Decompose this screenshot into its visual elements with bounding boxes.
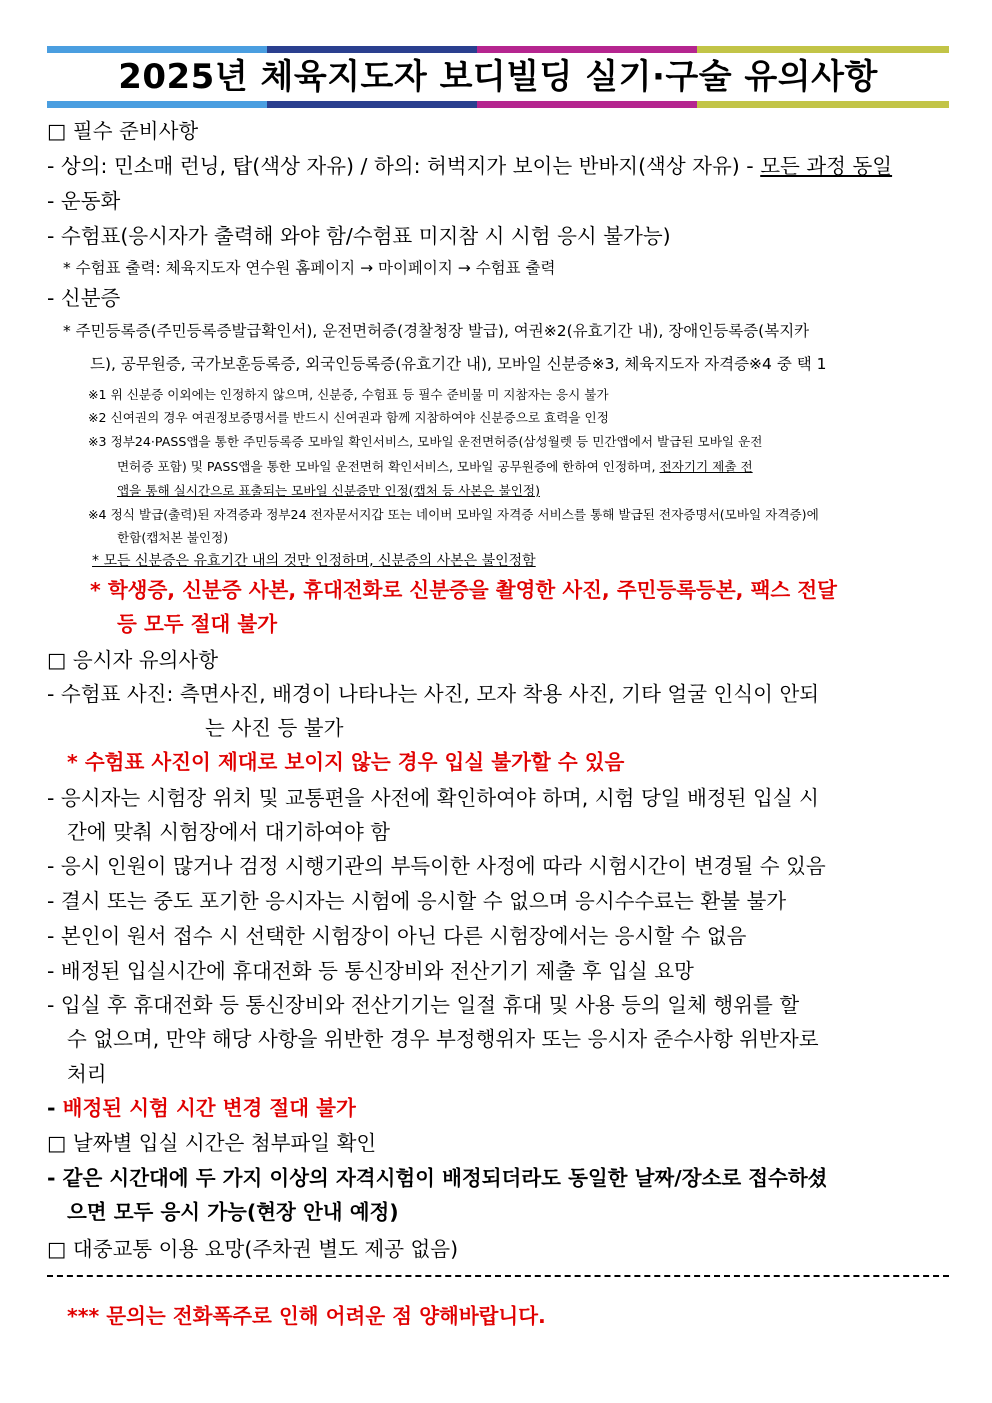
id-note-2: ※2 신여권의 경우 여권정보증명서를 반드시 신여권과 함께 지참하여야 신분증으로 효력을 인정	[88, 410, 609, 425]
id-warning-line-1: * 학생증, 신분증 사본, 휴대전화로 신분증을 촬영한 사진, 주민등록등본, 팩스 전달	[90, 578, 837, 602]
id-note-3-line-3: 앱을 통해 실시간으로 표출되는 모바일 신분증만 인정(캡처 등 사본은 불인정)	[117, 483, 540, 498]
ticket-line: - 수험표(응시자가 출력해 와야 함/수험표 미지참 시 시험 응시 불가능)	[47, 224, 671, 248]
section-heading-entry-times: □ 날짜별 입실 시간은 첨부파일 확인	[47, 1131, 377, 1155]
id-heading: - 신분증	[47, 286, 121, 310]
clothing-note: 모든 과정 동일	[760, 154, 893, 178]
notice-6-line-1: - 입실 후 휴대전화 등 통신장비와 전산기기는 일절 휴대 및 사용 등의 일체 행위를 할	[47, 993, 800, 1017]
multi-exam-line-2: 으면 모두 응시 가능(현장 안내 예정)	[67, 1200, 399, 1224]
notice-3: - 결시 또는 중도 포기한 응시자는 시험에 응시할 수 없으며 응시수수료는 환불 불가	[47, 889, 787, 913]
notice-7-dash: -	[47, 1096, 63, 1120]
multi-exam-line-1: - 같은 시간대에 두 가지 이상의 자격시험이 배정되더라도 동일한 날짜/장소로 접수하셨	[47, 1166, 828, 1190]
notice-5: - 배정된 입실시간에 휴대전화 등 통신장비와 전산기기 제출 후 입실 요망	[47, 959, 694, 983]
id-note-3-text: 면허증 포함) 및 PASS앱을 통한 모바일 운전면허 확인서비스, 모바일 공무원증에 한하여 인정하며,	[117, 459, 660, 474]
id-warning-line-2: 등 모두 절대 불가	[117, 612, 278, 636]
clothing-line	[47, 153, 892, 179]
bar-segment-blue	[47, 101, 267, 108]
id-list-line-2: 드), 공무원증, 국가보훈등록증, 외국인등록증(유효기간 내), 모바일 신분증※3, 체육지도자 자격증※4 중 택 1	[90, 355, 827, 373]
ticket-print-note: * 수험표 출력: 체육지도자 연수원 홈페이지 → 마이페이지 → 수험표 출력	[63, 259, 556, 277]
bar-segment-navy	[267, 101, 477, 108]
valid-id-note: * 모든 신분증은 유효기간 내의 것만 인정하며, 신분증의 사본은 불인정함	[92, 553, 536, 569]
bar-segment-olive	[697, 101, 949, 108]
id-note-1: ※1 위 신분증 이외에는 인정하지 않으며, 신분증, 수험표 등 필수 준비물 미 지참자는 응시 불가	[88, 387, 609, 402]
notice-6-line-2: 수 없으며, 만약 해당 사항을 위반한 경우 부정행위자 또는 응시자 준수사항 위반자로	[67, 1027, 819, 1051]
notice-7	[47, 1095, 356, 1121]
notice-1-line-2: 간에 맞춰 시험장에서 대기하여야 함	[67, 820, 391, 844]
dashed-divider	[47, 1275, 949, 1277]
section-heading-required: □ 필수 준비사항	[47, 119, 199, 143]
notice-6-line-3: 처리	[67, 1062, 107, 1086]
id-note-4-line-2: 한함(캡처본 불인정)	[117, 530, 229, 545]
photo-warning: * 수험표 사진이 제대로 보이지 않는 경우 입실 불가할 수 있음	[67, 750, 625, 774]
notice-4: - 본인이 원서 접수 시 선택한 시험장이 아닌 다른 시험장에서는 응시할 수 없음	[47, 924, 747, 948]
id-note-4-line-1: ※4 정식 발급(출력)된 자격증과 정부24 전자문서지갑 또는 네이버 모바일 자격증 서비스를 통해 발급된 전자증명서(모바일 자격증)에	[88, 507, 819, 522]
section-heading-transport: □ 대중교통 이용 요망(주차권 별도 제공 없음)	[47, 1237, 459, 1261]
notice-7-text: 배정된 시험 시간 변경 절대 불가	[62, 1096, 356, 1120]
page-title: 2025년 체육지도자 보디빌딩 실기·구술 유의사항	[118, 57, 878, 97]
section-heading-candidates: □ 응시자 유의사항	[47, 648, 219, 672]
footer-inquiry-note: *** 문의는 전화폭주로 인해 어려운 점 양해바랍니다.	[67, 1304, 546, 1328]
notice-2: - 응시 인원이 많거나 검정 시행기관의 부득이한 사정에 따라 시험시간이 변경될 수 있음	[47, 854, 826, 878]
id-list-line-1: * 주민등록증(주민등록증발급확인서), 운전면허증(경찰청장 발급), 여권※2(유효기간 내), 장애인등록증(복지카	[63, 322, 810, 340]
id-note-3-underline: 전자기기 제출 전	[659, 459, 753, 474]
title-bottom-color-bar	[47, 101, 949, 108]
photo-line-1: - 수험표 사진: 측면사진, 배경이 나타나는 사진, 모자 착용 사진, 기타 얼굴 인식이 안되	[47, 682, 820, 706]
notice-1-line-1: - 응시자는 시험장 위치 및 교통편을 사전에 확인하여야 하며, 시험 당일 배정된 입실 시	[47, 786, 819, 810]
id-note-3-line-1: ※3 정부24·PASS앱을 통한 주민등록증 모바일 확인서비스, 모바일 운전면허증(삼성월렛 등 민간앱에서 발급된 모바일 운전	[88, 434, 763, 449]
clothing-text: - 상의: 민소매 런닝, 탑(색상 자유) / 하의: 허벅지가 보이는 반바지(색상 자유) -	[47, 154, 761, 178]
id-note-3-line-2	[117, 458, 753, 475]
photo-line-2: 는 사진 등 불가	[205, 716, 344, 740]
bar-segment-magenta	[477, 101, 697, 108]
shoes-line: - 운동화	[47, 189, 121, 213]
